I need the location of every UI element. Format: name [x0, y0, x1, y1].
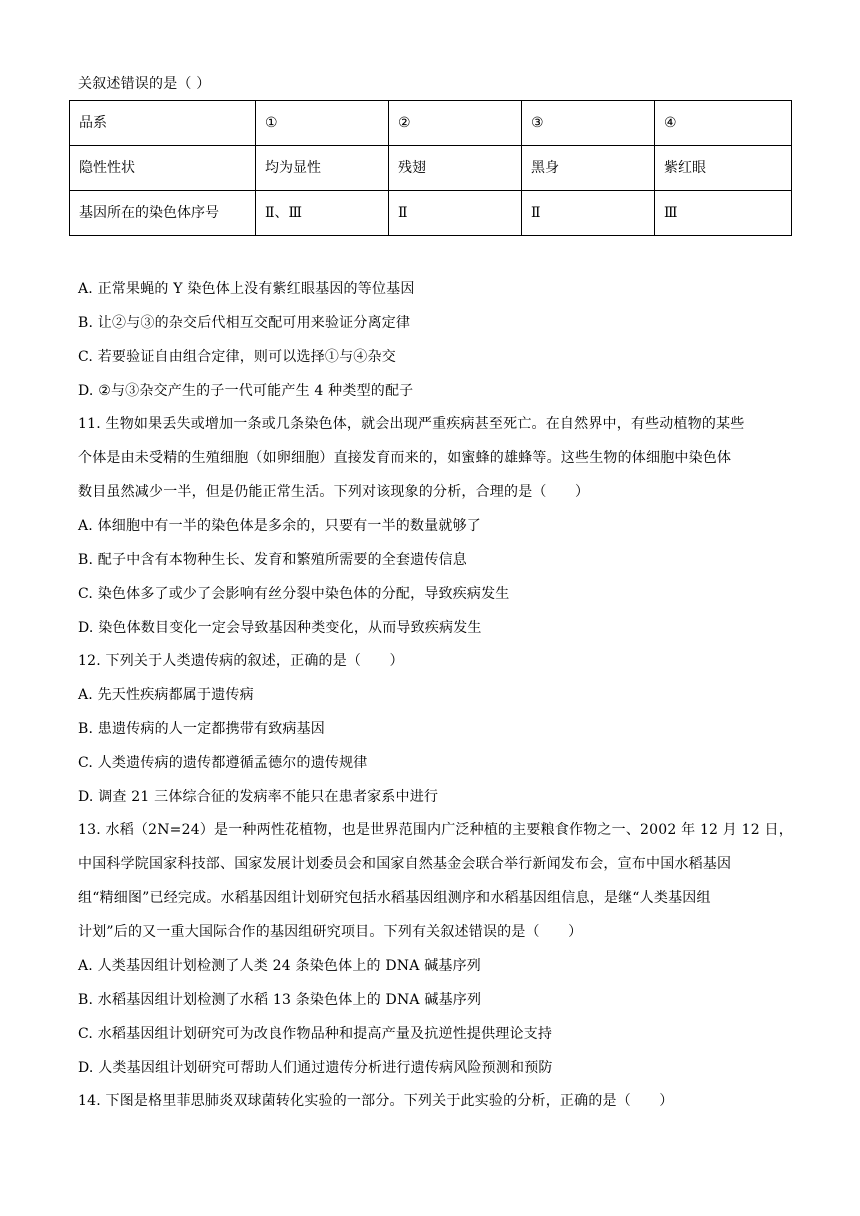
q13-stem-line-3: 组“精细图”已经完成。水稻基因组计划研究包括水稻基因组测序和水稻基因组信息，是继“人类基因组	[78, 890, 711, 906]
table-cell: ①	[256, 101, 389, 146]
table-cell: 基因所在的染色体序号	[70, 191, 256, 236]
q10-option-d: D. ②与③杂交产生的子一代可能产生 4 种类型的配子	[78, 383, 414, 399]
table-cell: 紫红眼	[655, 146, 792, 191]
q12-option-a: A. 先天性疾病都属于遗传病	[78, 687, 254, 703]
q13-stem-line-2: 中国科学院国家科技部、国家发展计划委员会和国家自然基金会联合举行新闻发布会，宣布中国水稻基因	[78, 856, 732, 872]
table-cell: 黑身	[522, 146, 655, 191]
table-row	[70, 101, 792, 146]
q13-stem-line-1: 13. 水稻（2N=24）是一种两性花植物，也是世界范围内广泛种植的主要粮食作物之一、2002 年 12 月 12 日，	[78, 822, 793, 838]
q10-option-a: A. 正常果蝇的 Y 染色体上没有紫红眼基因的等位基因	[78, 281, 415, 297]
q13-option-c: C. 水稻基因组计划研究可为改良作物品种和提高产量及抗逆性提供理论支持	[78, 1026, 553, 1042]
table-cell: 均为显性	[256, 146, 389, 191]
q10-option-c: C. 若要验证自由组合定律，则可以选择①与④杂交	[78, 349, 396, 365]
q13-option-a: A. 人类基因组计划检测了人类 24 条染色体上的 DNA 碱基序列	[78, 958, 482, 974]
q12-stem: 12. 下列关于人类遗传病的叙述，正确的是（ ）	[78, 653, 404, 669]
q13-stem-line-4: 计划”后的又一重大国际合作的基因组研究项目。下列有关叙述错误的是（ ）	[78, 924, 583, 940]
q11-option-c: C. 染色体多了或少了会影响有丝分裂中染色体的分配，导致疾病发生	[78, 586, 510, 602]
table-cell: 品系	[70, 101, 256, 146]
table-cell: 残翅	[389, 146, 522, 191]
q11-stem-line-1: 11. 生物如果丢失或增加一条或几条染色体，就会出现严重疾病甚至死亡。在自然界中，有些动植物的某些	[78, 416, 745, 432]
q11-option-b: B. 配子中含有本物种生长、发育和繁殖所需要的全套遗传信息	[78, 552, 467, 568]
question-10-stem-tail: 关叙述错误的是（ ）	[78, 76, 211, 92]
q10-option-b: B. 让②与③的杂交后代相互交配可用来验证分离定律	[78, 315, 411, 331]
table-cell: ③	[522, 101, 655, 146]
q12-option-c: C. 人类遗传病的遗传都遵循孟德尔的遗传规律	[78, 755, 368, 771]
q14-stem: 14. 下图是格里菲思肺炎双球菌转化实验的一部分。下列关于此实验的分析，正确的是（ ）	[78, 1093, 674, 1109]
q11-option-d: D. 染色体数目变化一定会导致基因种类变化，从而导致疾病发生	[78, 620, 482, 636]
table-cell: Ⅱ	[389, 191, 522, 236]
table-row	[70, 146, 792, 191]
table-row	[70, 191, 792, 236]
q12-option-d: D. 调查 21 三体综合征的发病率不能只在患者家系中进行	[78, 789, 439, 805]
q13-option-d: D. 人类基因组计划研究可帮助人们通过遗传分析进行遗传病风险预测和预防	[78, 1060, 553, 1076]
table-cell: Ⅱ、Ⅲ	[256, 191, 389, 236]
q11-stem-line-2: 个体是由未受精的生殖细胞（如卵细胞）直接发育而来的，如蜜蜂的雄蜂等。这些生物的体细胞中染色体	[78, 450, 732, 466]
q11-stem-line-3: 数目虽然减少一半，但是仍能正常生活。下列对该现象的分析，合理的是（ ）	[78, 484, 590, 500]
table-cell: ④	[655, 101, 792, 146]
table-cell: Ⅱ	[522, 191, 655, 236]
q12-option-b: B. 患遗传病的人一定都携带有致病基因	[78, 721, 325, 737]
q11-option-a: A. 体细胞中有一半的染色体是多余的，只要有一半的数量就够了	[78, 518, 482, 534]
table-cell: ②	[389, 101, 522, 146]
q13-option-b: B. 水稻基因组计划检测了水稻 13 条染色体上的 DNA 碱基序列	[78, 992, 482, 1008]
table-cell: Ⅲ	[655, 191, 792, 236]
table-cell: 隐性性状	[70, 146, 256, 191]
fruit-fly-strain-table	[69, 100, 792, 236]
